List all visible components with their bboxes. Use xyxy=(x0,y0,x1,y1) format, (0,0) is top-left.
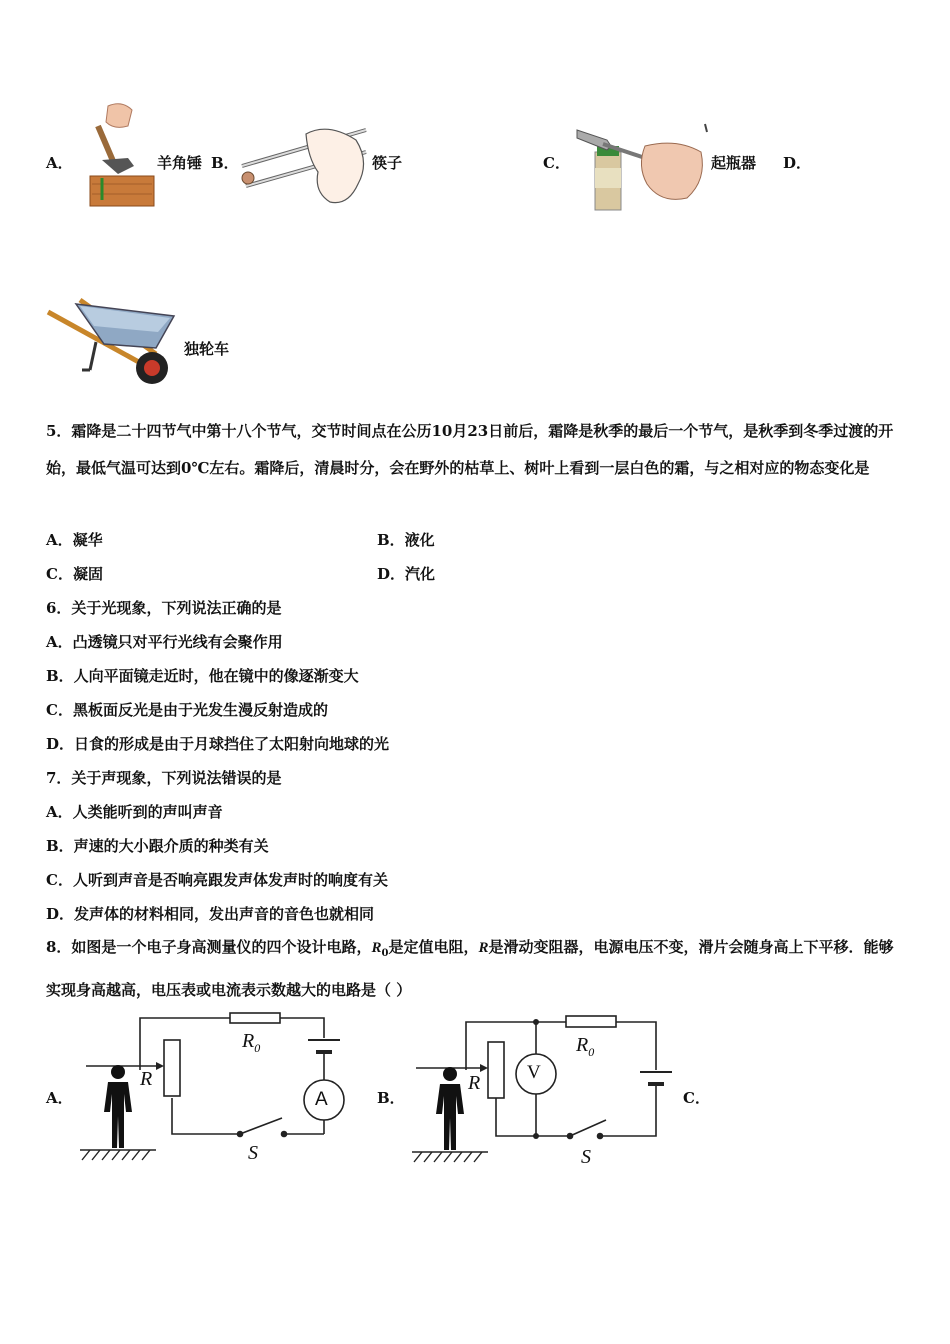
claw-hammer-image xyxy=(88,100,156,208)
q7-option-b: B．声速的大小跟介质的种类有关 xyxy=(46,837,269,855)
circuit-a-switch-label: S xyxy=(248,1142,258,1164)
circuit-b-r0-label xyxy=(576,1034,594,1060)
q4-option-c-letter: C． xyxy=(543,154,570,172)
q8-stem-part3: 是滑动变阻器，电源电压不变，滑片会随身高上下平移．能够实现身高越高，电压表或电流表示数越大的电路是（ ） xyxy=(46,938,894,999)
circuit-b-r0-letter: R xyxy=(576,1034,589,1056)
bottle-opener-image xyxy=(577,124,709,210)
q8-stem xyxy=(46,929,908,1009)
q8-circuit-a-letter: A． xyxy=(46,1089,73,1107)
q5-option-b: B．液化 xyxy=(377,531,435,549)
q4-option-d-letter: D． xyxy=(783,154,812,172)
wheelbarrow-image xyxy=(46,296,176,388)
q6-stem: 6．关于光现象，下列说法正确的是 xyxy=(46,599,282,617)
q4-option-a-letter: A． xyxy=(46,154,73,172)
q5-option-a: A．凝华 xyxy=(46,531,103,549)
q5-stem: 5．霜降是二十四节气中第十八个节气，交节时间点在公历10月23日前后，霜降是秋季的最后一个节气，是秋季到冬季过渡的开始，最低气温可达到0℃左右。霜降后，清晨时分，会在野外的枯草上、树叶上看到一层白色的霜，与之相对应的物态变化是 xyxy=(46,422,894,477)
q8-stem-part1: 8．如图是一个电子身高测量仪的四个设计电路， xyxy=(46,938,372,956)
circuit-b-r-label: R xyxy=(468,1072,481,1094)
circuit-b-voltmeter-label: V xyxy=(527,1062,541,1083)
q4-option-d-label: 独轮车 xyxy=(184,340,230,358)
q6-option-c: C．黑板面反光是由于光发生漫反射造成的 xyxy=(46,701,328,719)
circuit-a-r0-label xyxy=(242,1030,260,1056)
q4-option-b-letter: B． xyxy=(211,154,239,172)
q8-circuit-c-letter: C． xyxy=(683,1089,710,1107)
q5-option-c: C．凝固 xyxy=(46,565,103,583)
q4-option-c-label: 起瓶器 xyxy=(711,154,757,172)
q8-r0-subscript: 0 xyxy=(381,948,389,959)
q7-option-c: C．人听到声音是否响亮跟发声体发声时的响度有关 xyxy=(46,871,388,889)
q8-circuit-b-letter: B． xyxy=(377,1089,405,1107)
q8-r-symbol: R xyxy=(478,940,489,956)
circuit-b-diagram xyxy=(406,1012,686,1172)
circuit-a-r-label: R xyxy=(140,1068,153,1090)
chopsticks-image xyxy=(238,122,370,210)
circuit-b-switch-label: S xyxy=(581,1146,591,1168)
q5-option-d: D．汽化 xyxy=(377,565,436,583)
q7-option-d: D．发声体的材料相同，发出声音的音色也就相同 xyxy=(46,905,375,923)
q4-option-a-label: 羊角锤 xyxy=(157,154,203,172)
circuit-a-ammeter-label: A xyxy=(315,1089,328,1110)
q6-option-b: B．人向平面镜走近时，他在镜中的像逐渐变大 xyxy=(46,667,359,685)
q4-option-b-label: 筷子 xyxy=(372,154,403,172)
q8-stem-part2: 是定值电阻， xyxy=(388,938,479,956)
circuit-a-r0-letter: R xyxy=(242,1030,255,1052)
q8-r0-symbol: R xyxy=(371,940,382,956)
person-silhouette-b xyxy=(436,1067,464,1150)
person-silhouette-a xyxy=(104,1065,132,1148)
q7-option-a: A．人类能听到的声叫声音 xyxy=(46,803,223,821)
circuit-a-r0-sub: 0 xyxy=(254,1041,261,1055)
q7-stem: 7．关于声现象，下列说法错误的是 xyxy=(46,769,282,787)
circuit-b-r0-sub: 0 xyxy=(588,1045,595,1059)
q6-option-a: A．凸透镜只对平行光线有会聚作用 xyxy=(46,633,283,651)
circuit-a-diagram xyxy=(74,1012,354,1172)
q6-option-d: D．日食的形成是由于月球挡住了太阳射向地球的光 xyxy=(46,735,390,753)
